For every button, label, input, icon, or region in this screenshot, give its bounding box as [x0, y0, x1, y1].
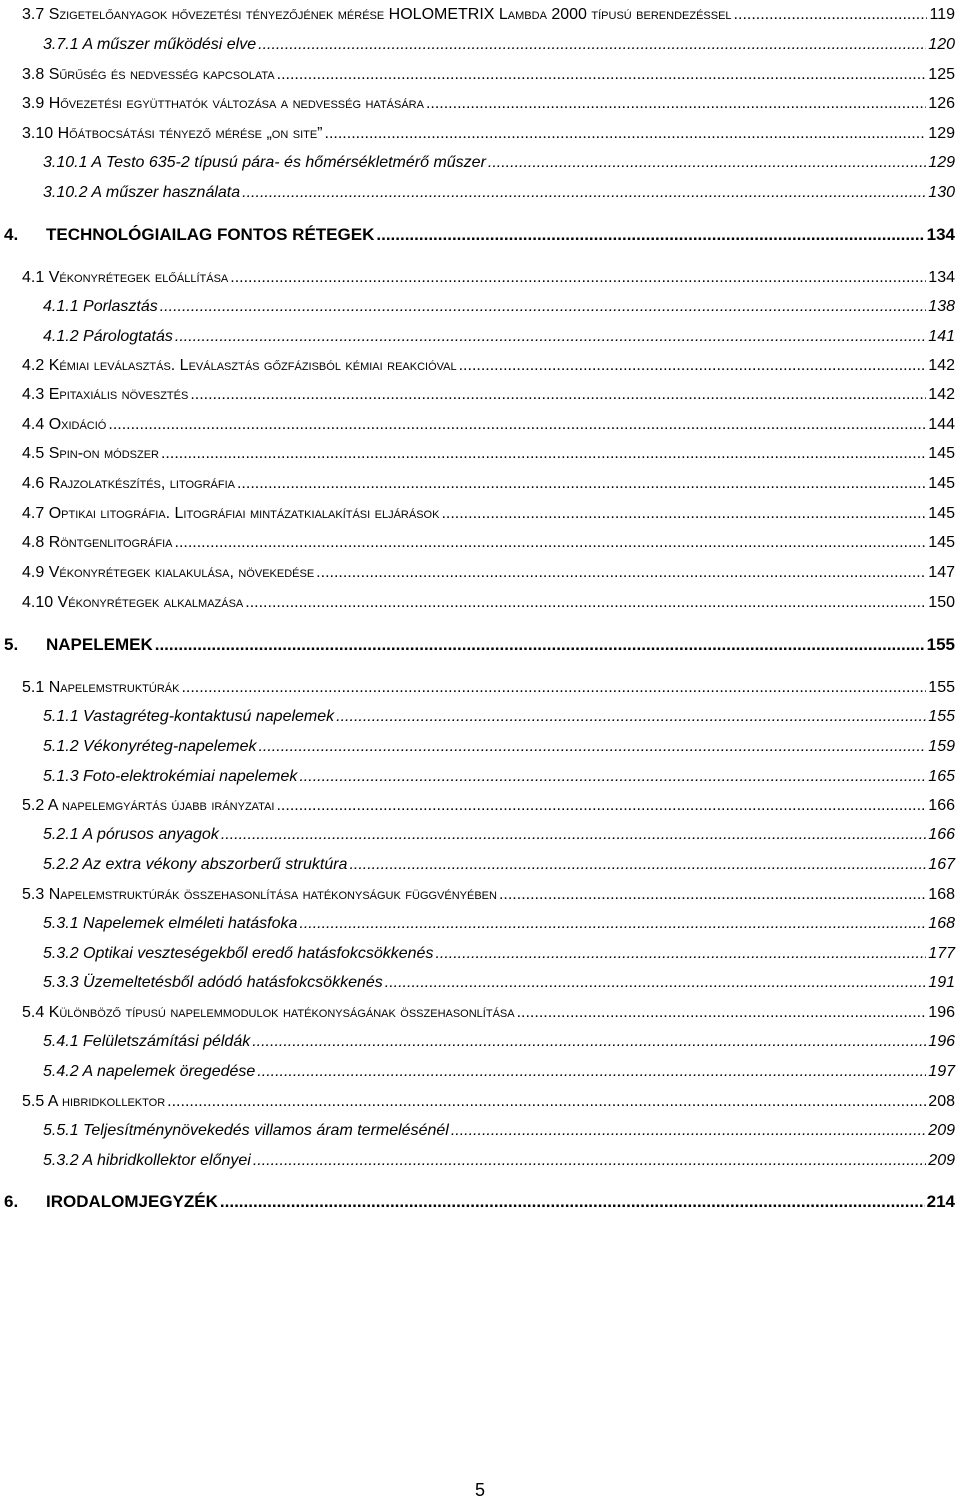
- toc-entry-label: 5.1 Napelemstruktúrák: [22, 679, 180, 696]
- toc-leader-dots: [220, 1191, 925, 1213]
- toc-entry-label: 5.3.2 A hibridkollektor előnyei: [43, 1152, 251, 1169]
- toc-entry[interactable]: [43, 1120, 955, 1142]
- toc-entry-page: 166: [928, 797, 955, 814]
- toc-entry-title: NAPELEMEK: [46, 635, 153, 654]
- toc-entry-label: 4.9 Vékonyrétegek kialakulása, növekedése: [22, 564, 315, 581]
- toc-entry-label: 5.3.1 Napelemek elméleti hatásfoka: [43, 915, 298, 932]
- toc-leader-dots: [252, 1031, 926, 1053]
- toc-entry-label: 5.4.2 A napelemek öregedése: [43, 1063, 256, 1080]
- toc-leader-dots: [451, 1120, 926, 1142]
- toc-leader-dots: [221, 824, 926, 846]
- toc-entry[interactable]: [4, 634, 955, 656]
- toc-entry[interactable]: [43, 182, 955, 204]
- toc-entry-page: 165: [928, 768, 955, 785]
- toc-entry-label: 5.3 Napelemstruktúrák összehasonlítása hatékonyságuk függvényében: [22, 886, 497, 903]
- toc-leader-dots: [316, 562, 926, 584]
- toc-leader-dots: [385, 972, 927, 994]
- toc-entry-page: 144: [928, 416, 955, 433]
- toc-entry[interactable]: [43, 766, 955, 788]
- toc-leader-dots: [258, 34, 926, 56]
- toc-leader-dots: [257, 1061, 926, 1083]
- toc-leader-dots: [155, 634, 925, 656]
- toc-entry-page: 197: [928, 1063, 955, 1080]
- toc-entry[interactable]: [43, 326, 955, 348]
- toc-leader-dots: [108, 414, 926, 436]
- toc-entry[interactable]: [22, 64, 955, 86]
- toc-leader-dots: [242, 182, 926, 204]
- toc-entry-page: 145: [928, 505, 955, 522]
- toc-entry-page: 134: [928, 269, 955, 286]
- toc-entry-page: 130: [928, 184, 955, 201]
- toc-leader-dots: [175, 532, 927, 554]
- toc-entry[interactable]: [43, 1061, 955, 1083]
- toc-entry[interactable]: [43, 296, 955, 318]
- toc-entry-number: 4.: [4, 225, 19, 244]
- toc-entry-page: 142: [928, 386, 955, 403]
- toc-entry-label: [4, 224, 374, 246]
- toc-leader-dots: [441, 503, 926, 525]
- toc-entry-label: 3.10.2 A műszer használata: [43, 184, 241, 201]
- toc-entry-page: 177: [928, 945, 955, 962]
- toc-leader-dots: [160, 296, 927, 318]
- toc-leader-dots: [325, 123, 927, 145]
- toc-entry-page: 126: [928, 95, 955, 112]
- toc-leader-dots: [426, 93, 926, 115]
- toc-leader-dots: [175, 326, 926, 348]
- toc-entry-page: 145: [928, 534, 955, 551]
- toc-entry-page: 138: [928, 298, 955, 315]
- toc-leader-dots: [349, 854, 926, 876]
- toc-entry-label: 4.2 Kémiai leválasztás. Leválasztás gőzfázisból kémiai reakcióval: [22, 357, 457, 374]
- toc-entry-label: [4, 634, 153, 656]
- toc-entry-label: 5.4 Különböző típusú napelemmodulok hatékonyságának összehasonlítása: [22, 1004, 515, 1021]
- toc-leader-dots: [488, 152, 926, 174]
- toc-leader-dots: [299, 766, 926, 788]
- toc-entry-page: 166: [928, 826, 955, 843]
- toc-entry-page: 155: [926, 635, 955, 654]
- toc-entry-label: 5.1.1 Vastagréteg-kontaktusú napelemek: [43, 708, 335, 725]
- toc-leader-dots: [190, 384, 926, 406]
- toc-entry-label: 3.7 Szigetelőanyagok hővezetési tényezőjének mérése HOLOMETRIX Lambda 2000 típusú berendezéssel: [22, 6, 732, 23]
- toc-leader-dots: [517, 1002, 927, 1024]
- toc-entry[interactable]: [22, 884, 955, 906]
- toc-entry[interactable]: [22, 562, 955, 584]
- toc-entry[interactable]: [4, 1191, 955, 1213]
- toc-leader-dots: [167, 1091, 926, 1113]
- toc-leader-dots: [245, 592, 926, 614]
- toc-entry-page: 142: [928, 357, 955, 374]
- toc-entry[interactable]: [22, 1091, 955, 1113]
- toc-entry-page: 167: [928, 856, 955, 873]
- toc-leader-dots: [230, 267, 926, 289]
- toc-entry-page: 147: [928, 564, 955, 581]
- toc-entry-page: 119: [929, 6, 955, 23]
- toc-entry-page: 129: [928, 125, 955, 142]
- toc-entry-label: 3.9 Hővezetési együtthatók változása a nedvesség hatására: [22, 95, 424, 112]
- toc-entry-label: 5.2 A napelemgyártás újabb irányzatai: [22, 797, 275, 814]
- page-number: 5: [474, 1480, 485, 1500]
- toc-entry-label: 5.4.1 Felületszámítási példák: [43, 1033, 251, 1050]
- toc-entry[interactable]: [43, 824, 955, 846]
- toc-leader-dots: [277, 64, 927, 86]
- toc-entry[interactable]: [22, 795, 955, 817]
- toc-entry[interactable]: [4, 224, 955, 246]
- toc-entry-label: 3.10 Hőátbocsátási tényező mérése „on site”: [22, 125, 323, 142]
- toc-entry-page: 141: [928, 328, 955, 345]
- toc-entry[interactable]: [43, 1150, 955, 1172]
- toc-entry-number: 5.: [4, 635, 19, 654]
- toc-entry-label: [4, 1191, 218, 1213]
- toc-leader-dots: [376, 224, 924, 246]
- toc-entry-label: 4.1.2 Párologtatás: [43, 328, 173, 345]
- toc-entry-label: 4.6 Rajzolatkészítés, litográfia: [22, 475, 235, 492]
- toc-entry[interactable]: [22, 532, 955, 554]
- toc-entry-label: 4.8 Röntgenlitográfia: [22, 534, 173, 551]
- toc-entry[interactable]: [43, 972, 955, 994]
- toc-entry-page: 196: [928, 1033, 955, 1050]
- toc-entry[interactable]: [43, 706, 955, 728]
- toc-leader-dots: [734, 4, 928, 26]
- toc-entry-label: 4.3 Epitaxiális növesztés: [22, 386, 189, 403]
- toc-entry-label: 5.2.2 Az extra vékony abszorberű struktúra: [43, 856, 348, 873]
- toc-entry[interactable]: [22, 592, 955, 614]
- toc-entry-page: 214: [926, 1192, 955, 1211]
- toc-entry[interactable]: [22, 4, 955, 26]
- toc-leader-dots: [181, 677, 926, 699]
- toc-entry[interactable]: [22, 267, 955, 289]
- toc-entry[interactable]: [22, 1002, 955, 1024]
- toc-entry[interactable]: [22, 677, 955, 699]
- toc-entry-page: 129: [928, 154, 955, 171]
- toc-leader-dots: [435, 943, 926, 965]
- toc-entry-label: 3.10.1 A Testo 635-2 típusú pára- és hőmérsékletmérő műszer: [43, 154, 486, 171]
- toc-entry[interactable]: [22, 123, 955, 145]
- toc-leader-dots: [499, 884, 926, 906]
- toc-entry-page: 209: [928, 1122, 955, 1139]
- toc-entry[interactable]: [22, 414, 955, 436]
- toc-entry-label: 3.8 Sűrűség és nedvesség kapcsolata: [22, 66, 275, 83]
- toc-entry[interactable]: [22, 355, 955, 377]
- toc-entry[interactable]: [43, 913, 955, 935]
- toc-entry-label: 5.3.2 Optikai veszteségekből eredő hatásfokcsökkenés: [43, 945, 434, 962]
- toc-entry-page: 196: [928, 1004, 955, 1021]
- toc-entry-page: 150: [928, 594, 955, 611]
- toc-leader-dots: [237, 473, 926, 495]
- toc-leader-dots: [299, 913, 926, 935]
- toc-leader-dots: [459, 355, 927, 377]
- toc-entry[interactable]: [43, 943, 955, 965]
- toc-entry[interactable]: [22, 443, 955, 465]
- toc-entry-page: 125: [928, 66, 955, 83]
- toc-entry[interactable]: [43, 736, 955, 758]
- toc-entry-page: 155: [928, 679, 955, 696]
- toc-entry-page: 208: [928, 1093, 955, 1110]
- toc-entry-page: 145: [928, 475, 955, 492]
- toc-entry-title: IRODALOMJEGYZÉK: [46, 1192, 218, 1211]
- toc-entry-page: 191: [928, 974, 955, 991]
- toc-entry[interactable]: [22, 473, 955, 495]
- toc-entry-page: 168: [928, 886, 955, 903]
- toc-entry-label: 3.7.1 A műszer működési elve: [43, 36, 257, 53]
- toc-entry[interactable]: [43, 152, 955, 174]
- toc-entry-page: 120: [928, 36, 955, 53]
- toc-entry[interactable]: [22, 503, 955, 525]
- toc-entry-page: 159: [928, 738, 955, 755]
- toc-entry[interactable]: [43, 854, 955, 876]
- toc-entry-label: 4.1 Vékonyrétegek előállítása: [22, 269, 229, 286]
- toc-entry-page: 134: [926, 225, 955, 244]
- toc-entry-label: 4.5 Spin-on módszer: [22, 445, 159, 462]
- toc-entry-label: 5.5.1 Teljesítménynövekedés villamos áram termelésénél: [43, 1122, 449, 1139]
- toc-leader-dots: [161, 443, 926, 465]
- toc-leader-dots: [336, 706, 926, 728]
- toc-entry-label: 5.1.2 Vékonyréteg-napelemek: [43, 738, 257, 755]
- toc-entry-page: 155: [928, 708, 955, 725]
- toc-entry[interactable]: [22, 93, 955, 115]
- toc-leader-dots: [258, 736, 926, 758]
- toc-leader-dots: [276, 795, 926, 817]
- toc-entry-label: 4.10 Vékonyrétegek alkalmazása: [22, 594, 244, 611]
- toc-entry-label: 5.1.3 Foto-elektrokémiai napelemek: [43, 768, 298, 785]
- toc-entry-label: 4.7 Optikai litográfia. Litográfiai mintázatkialakítási eljárások: [22, 505, 440, 522]
- toc-entry-label: 5.5 A hibridkollektor: [22, 1093, 166, 1110]
- toc-entry[interactable]: [43, 1031, 955, 1053]
- toc-entry-label: 4.4 Oxidáció: [22, 416, 107, 433]
- toc-entry-page: 209: [928, 1152, 955, 1169]
- toc-entry-number: 6.: [4, 1192, 19, 1211]
- toc-entry-label: 5.3.3 Üzemeltetésből adódó hatásfokcsökkenés: [43, 974, 383, 991]
- toc-entry[interactable]: [22, 384, 955, 406]
- toc-leader-dots: [253, 1150, 926, 1172]
- toc-entry-label: 5.2.1 A pórusos anyagok: [43, 826, 219, 843]
- toc-entry-title: TECHNOLÓGIAILAG FONTOS RÉTEGEK: [46, 225, 375, 244]
- toc-entry-page: 145: [928, 445, 955, 462]
- toc-entry-page: 168: [928, 915, 955, 932]
- toc-entry-label: 4.1.1 Porlasztás: [43, 298, 158, 315]
- toc-entry[interactable]: [43, 34, 955, 56]
